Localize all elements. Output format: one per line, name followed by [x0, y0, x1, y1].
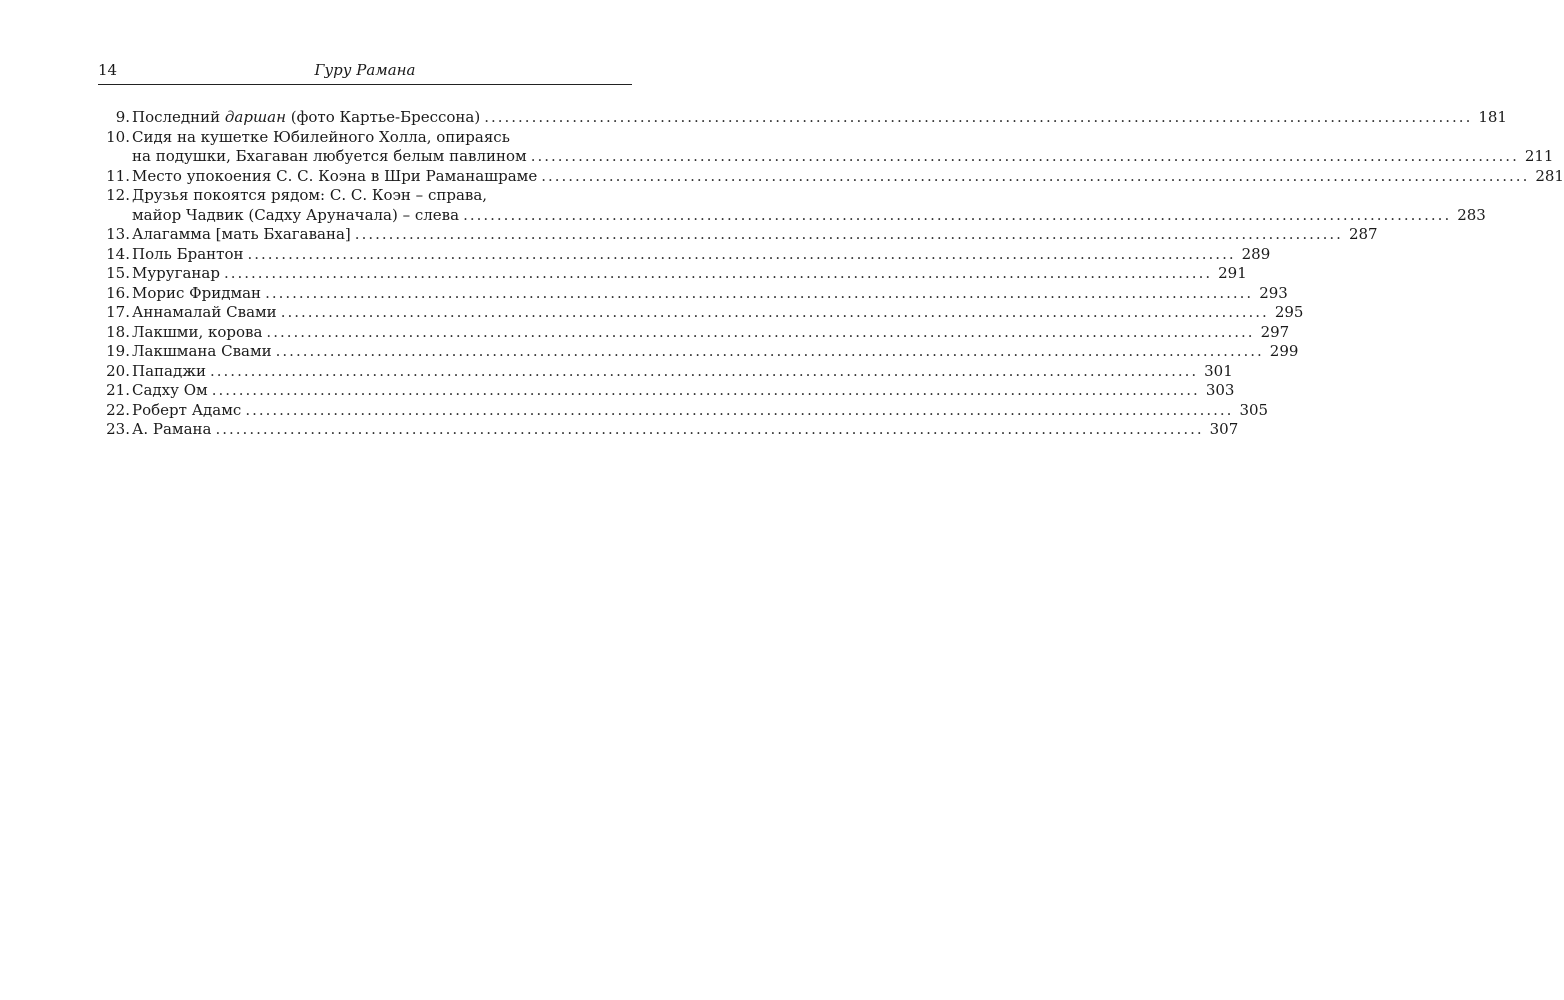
- toc-entry-line: [98, 128, 632, 148]
- entry-page-number: 305: [1239, 400, 1269, 419]
- entry-title: Пападжи: [132, 361, 206, 380]
- dot-leader: [281, 303, 1269, 323]
- running-title: Гуру Рамана: [314, 61, 416, 79]
- toc-entry-line: [98, 225, 1378, 245]
- entry-title: Лакшмана Свами: [132, 342, 272, 360]
- entry-page-number: 211: [1524, 147, 1554, 165]
- toc-entry-line: [98, 420, 1239, 440]
- toc-entry: [98, 342, 1299, 362]
- page-number: 14: [98, 61, 118, 79]
- entry-number: 10.: [106, 127, 130, 146]
- entry-title: Место упокоения С. С. Коэна в Шри Раманашраме: [132, 166, 538, 185]
- list-of-illustrations: [98, 108, 1564, 440]
- entry-number: 14.: [106, 244, 130, 263]
- entry-title: Роберт Адамс: [132, 400, 242, 419]
- toc-entry: [98, 264, 1247, 284]
- entry-title: на подушки, Бхагаван любуется белым павлином: [132, 147, 527, 165]
- dot-leader: [484, 108, 1472, 128]
- entry-number: 15.: [106, 264, 130, 282]
- page-header: [98, 58, 632, 85]
- dot-leader: [210, 362, 1198, 382]
- dot-leader: [215, 420, 1203, 440]
- toc-entry-line: [98, 361, 1233, 382]
- dot-leader: [212, 381, 1200, 401]
- toc-entry-line: [98, 186, 632, 206]
- toc-entry: [98, 361, 1233, 382]
- entry-title: Муруганар: [132, 264, 220, 282]
- toc-entry-line: [98, 400, 1269, 421]
- toc-entry-line: [98, 205, 1486, 226]
- entry-title: [130, 108, 480, 128]
- entry-page-number: 181: [1478, 108, 1507, 126]
- entry-number: 16.: [106, 283, 130, 302]
- entry-page-number: 299: [1269, 342, 1299, 360]
- dot-leader: [247, 245, 1235, 265]
- toc-entry-line: [98, 283, 1288, 304]
- toc-entry: [98, 420, 1239, 440]
- entry-title: майор Чадвик (Садху Аруначала) – слева: [132, 205, 460, 224]
- dot-leader: [265, 284, 1253, 304]
- entry-title: Друзья покоятся рядом: С. С. Коэн – справа,: [132, 186, 488, 204]
- toc-entry: [98, 244, 1271, 265]
- entry-number: 22.: [106, 400, 130, 419]
- entry-page-number: 289: [1241, 244, 1271, 263]
- toc-entry: [98, 322, 1290, 343]
- dot-leader: [224, 264, 1212, 284]
- dot-leader: [531, 147, 1519, 167]
- entry-page-number: 293: [1259, 283, 1288, 302]
- toc-entry: [98, 381, 1235, 401]
- toc-entry-line: [98, 264, 1247, 284]
- entry-number: 19.: [106, 342, 130, 360]
- toc-entry-line: [98, 303, 1304, 323]
- entry-number: 20.: [106, 361, 130, 380]
- entry-number: 13.: [106, 225, 130, 243]
- toc-entry-line: [98, 342, 1299, 362]
- entry-page-number: 307: [1209, 420, 1239, 438]
- entry-title: Поль Брантон: [132, 244, 244, 263]
- toc-entry: [98, 283, 1288, 304]
- toc-entry: [98, 108, 1507, 128]
- entry-page-number: 295: [1274, 303, 1304, 321]
- entry-title: Алагамма [мать Бхагавана]: [132, 225, 351, 243]
- dot-leader: [276, 342, 1264, 362]
- dot-leader: [245, 401, 1233, 421]
- dot-leader: [541, 167, 1529, 187]
- entry-page-number: 287: [1348, 225, 1378, 243]
- entry-page-number: 303: [1205, 381, 1235, 399]
- entry-number: 18.: [106, 322, 130, 341]
- entry-page-number: 281: [1535, 166, 1564, 185]
- entry-number: 23.: [106, 420, 130, 438]
- entry-number: 9.: [115, 108, 130, 126]
- toc-entry-line: [98, 244, 1271, 265]
- toc-entry-line: [98, 381, 1235, 401]
- entry-title-part: Последний: [132, 108, 225, 126]
- toc-entry-line: [98, 166, 1564, 187]
- entry-title: Морис Фридман: [132, 283, 262, 302]
- toc-entry: [98, 303, 1304, 323]
- entry-number: 12.: [106, 186, 130, 204]
- toc-entry: [98, 400, 1269, 421]
- entry-page-number: 283: [1457, 205, 1486, 224]
- entry-title-italic: даршан: [224, 108, 287, 126]
- toc-entry-line: [98, 322, 1290, 343]
- toc-entry: [98, 127, 1554, 167]
- entry-title: А. Рамана: [132, 420, 212, 438]
- entry-number: 21.: [106, 381, 130, 399]
- entry-page-number: 297: [1260, 322, 1290, 341]
- toc-entry: [98, 225, 1378, 245]
- entry-page-number: 291: [1218, 264, 1247, 282]
- dot-leader: [355, 225, 1343, 245]
- toc-entry-line: [98, 108, 1507, 128]
- toc-entry: [98, 166, 1564, 187]
- entry-number: 11.: [106, 166, 130, 185]
- entry-title-part: (фото Картье-Брессона): [286, 108, 481, 126]
- entry-title: Сидя на кушетке Юбилейного Холла, опираясь: [132, 127, 510, 146]
- dot-leader: [266, 323, 1254, 343]
- entry-title: Аннамалай Свами: [132, 303, 277, 321]
- entry-number: 17.: [106, 303, 130, 321]
- toc-entry-line: [98, 147, 1554, 167]
- entry-title: Лакшми, корова: [132, 322, 263, 341]
- entry-title: Садху Ом: [132, 381, 208, 399]
- dot-leader: [463, 206, 1451, 226]
- toc-entry: [98, 186, 1486, 225]
- entry-page-number: 301: [1204, 361, 1233, 380]
